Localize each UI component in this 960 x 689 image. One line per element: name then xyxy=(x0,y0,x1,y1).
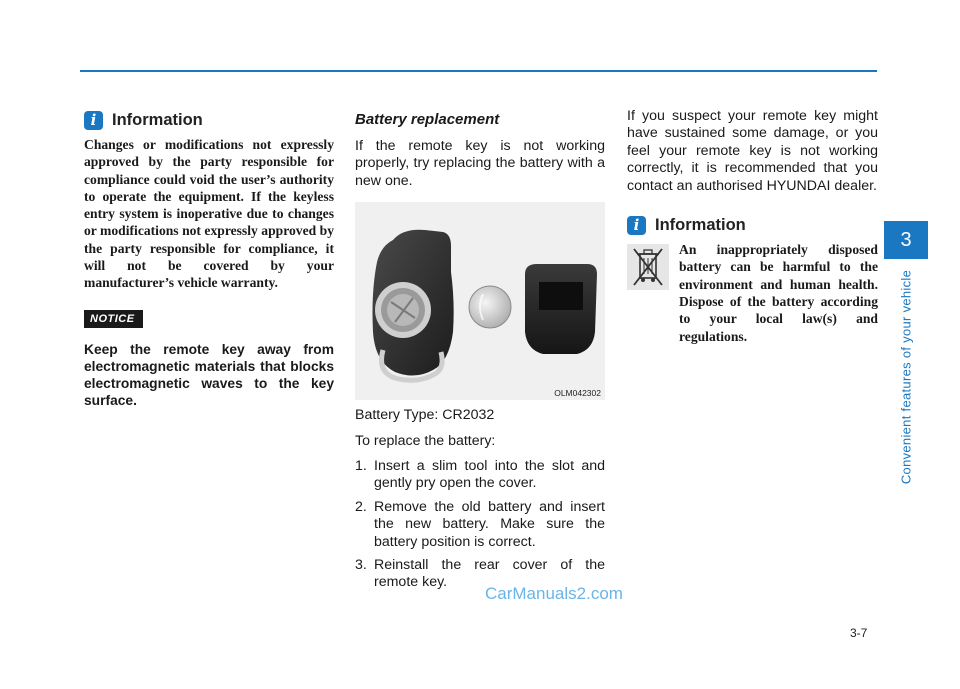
damage-advice-text: If you suspect your remote key might have sustained some damage, or you feel your remote key is not working correctly, it is recommended that you contact an authorised HYUNDAI dealer. xyxy=(627,108,878,194)
notice-text: Keep the remote key away from electromagnetic materials that blocks electromagnetic waves to the key surface. xyxy=(84,341,334,409)
step-number: 2. xyxy=(355,498,367,515)
section-intro: If the remote key is not working properly, try replacing the battery with a new one. xyxy=(355,138,605,189)
notice-badge: NOTICE xyxy=(84,310,143,328)
chapter-label: Convenient features of your vehicle xyxy=(898,269,914,485)
information-title: Information xyxy=(655,215,746,234)
step-number: 3. xyxy=(355,557,367,574)
step-item xyxy=(355,458,605,493)
information-heading xyxy=(84,108,334,132)
information-title: Information xyxy=(112,110,203,129)
information-text: Changes or modifications not expressly approved by the party responsible for compliance could void the user’s authority to operate the equipment. If the keyless entry system is inoperative due to changes or modifications not expressly approved by the party responsible for compliance, it will not be covered by your manufacturer’s vehicle warranty. xyxy=(84,137,334,291)
step-text: Reinstall the rear cover of the remote key. xyxy=(374,557,605,591)
remote-key-figure xyxy=(355,202,605,400)
figure-code: OLM042302 xyxy=(554,388,601,399)
chapter-number: 3 xyxy=(900,229,912,251)
replacement-steps xyxy=(355,458,605,592)
step-text: Remove the old battery and insert the new battery. Make sure the battery position is correct. xyxy=(374,498,605,550)
disposal-text: An inappropriately disposed battery can be harmful to the environment and human health. Dispose of the battery according to your local law(s) and regulations. xyxy=(679,242,878,344)
info-icon: i xyxy=(627,216,646,235)
section-title: Battery replacement xyxy=(355,111,500,128)
page-number: 3-7 xyxy=(850,626,868,640)
middle-column xyxy=(355,108,605,598)
left-column xyxy=(84,108,334,409)
step-text: Insert a slim tool into the slot and gently pry open the cover. xyxy=(374,458,605,492)
battery-type: Battery Type: CR2032 xyxy=(355,407,495,424)
step-number: 1. xyxy=(355,458,367,475)
crossed-out-bin-icon xyxy=(627,244,669,290)
header-rule xyxy=(80,70,877,72)
info-icon: i xyxy=(84,111,103,130)
remote-key-battery-illustration xyxy=(355,202,605,400)
right-column xyxy=(627,108,878,345)
disposal-note xyxy=(627,241,878,345)
replace-label: To replace the battery: xyxy=(355,432,496,449)
watermark: CarManuals2.com xyxy=(485,584,623,603)
step-item xyxy=(355,499,605,551)
information-heading xyxy=(627,213,878,237)
